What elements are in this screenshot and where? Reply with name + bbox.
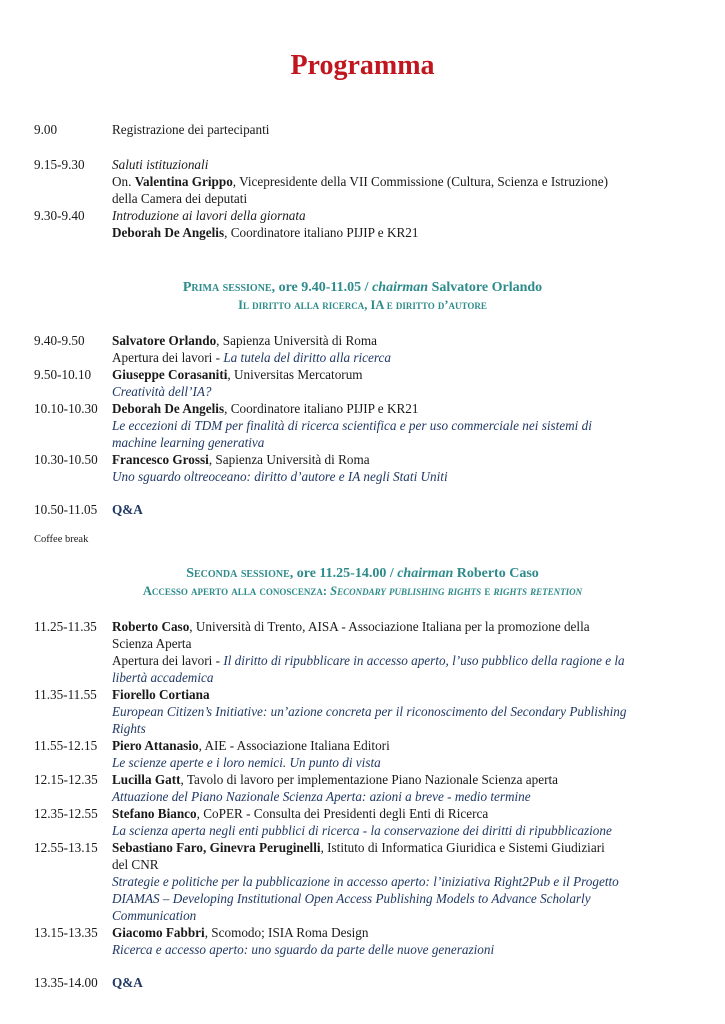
text-run: , Tavolo di lavoro per implementazione Piano Nazionale Scienza aperta bbox=[180, 772, 558, 787]
text-run: Uno sguardo oltreoceano: diritto d’autore e IA negli Stati Uniti bbox=[112, 469, 448, 484]
text-run: , CoPER - Consulta dei Presidenti degli Enti di Ricerca bbox=[196, 806, 489, 821]
schedule-body bbox=[112, 451, 694, 485]
schedule-line bbox=[112, 417, 694, 434]
text-run: Apertura dei lavori - bbox=[112, 653, 224, 668]
text-run: Le eccezioni di TDM per finalità di ricerca scientifica e per uso commerciale nei sistemi di bbox=[112, 418, 592, 433]
speaker-name: Deborah De Angelis bbox=[112, 401, 225, 416]
schedule-time: 10.30-10.50 bbox=[34, 452, 98, 467]
text-run: Strategie e politiche per la pubblicazione in accesso aperto: l’iniziativa Right2Pub e il Progetto bbox=[112, 874, 619, 889]
text-run: , Coordinatore italiano PIJIP e KR21 bbox=[224, 225, 419, 240]
text-run: machine learning generativa bbox=[112, 435, 265, 450]
schedule-time: 11.25-11.35 bbox=[34, 619, 97, 634]
speaker-name: Lucilla Gatt bbox=[112, 772, 181, 787]
text-run: On. bbox=[112, 174, 135, 189]
schedule-time: 12.15-12.35 bbox=[34, 772, 98, 787]
speaker-name: Deborah De Angelis bbox=[112, 225, 225, 240]
schedule-line bbox=[112, 224, 694, 241]
text-run: Communication bbox=[112, 908, 197, 923]
text-run: Registrazione dei partecipanti bbox=[112, 122, 270, 137]
schedule-line bbox=[112, 332, 694, 349]
schedule-line bbox=[112, 366, 694, 383]
schedule-line bbox=[112, 207, 694, 224]
text-run: Apertura dei lavori - bbox=[112, 350, 224, 365]
schedule-body bbox=[112, 332, 694, 366]
schedule-row bbox=[34, 771, 694, 805]
schedule-line bbox=[112, 805, 694, 822]
session-1-heading bbox=[0, 279, 725, 314]
text-run: del CNR bbox=[112, 857, 159, 872]
schedule-line bbox=[112, 349, 694, 366]
schedule-line bbox=[112, 652, 694, 669]
text-run: Scienza Aperta bbox=[112, 636, 192, 651]
schedule-row bbox=[34, 121, 694, 138]
text-run: , ore 11.25-14.00 / bbox=[289, 566, 398, 581]
text-run: La tutela del diritto alla ricerca bbox=[223, 350, 391, 365]
text-run: Salvatore Orlando bbox=[428, 280, 543, 295]
page-title: Programma bbox=[290, 50, 435, 81]
schedule-row bbox=[34, 400, 694, 451]
session-1-subtitle bbox=[0, 297, 725, 314]
text-run: Accesso aperto alla conoscenza: bbox=[142, 584, 331, 598]
text-run: , ore 9.40-11.05 / bbox=[271, 280, 373, 295]
text-run: Creatività dell’IA? bbox=[112, 384, 212, 399]
schedule-line bbox=[112, 703, 694, 720]
schedule-line bbox=[112, 468, 694, 485]
speaker-name: Giuseppe Corasaniti bbox=[112, 367, 228, 382]
text-run: Il diritto alla ricerca, IA e diritto d’autore bbox=[238, 298, 487, 312]
schedule-row bbox=[34, 737, 694, 771]
schedule-body bbox=[112, 618, 694, 686]
schedule-row bbox=[34, 924, 694, 958]
text-run: e bbox=[481, 584, 494, 598]
schedule-time: 9.50-10.10 bbox=[34, 367, 92, 382]
speaker-name: Salvatore Orlando bbox=[112, 333, 217, 348]
schedule-time: 10.10-10.30 bbox=[34, 401, 98, 416]
qa-row bbox=[34, 501, 694, 518]
schedule-line bbox=[112, 924, 694, 941]
text-run: , Università di Trento, AISA - Associazione Italiana per la promozione della bbox=[189, 619, 590, 634]
text-run: libertà accademica bbox=[112, 670, 214, 685]
session-1-schedule bbox=[34, 332, 694, 518]
text-run: Ricerca e accesso aperto: uno sguardo da parte delle nuove generazioni bbox=[112, 942, 495, 957]
schedule-line bbox=[112, 856, 694, 873]
schedule-time: 13.35-14.00 bbox=[34, 975, 98, 990]
schedule-body bbox=[112, 771, 694, 805]
schedule-line bbox=[112, 190, 694, 207]
schedule-time: 13.15-13.35 bbox=[34, 925, 98, 940]
schedule-line bbox=[112, 400, 694, 417]
schedule-row bbox=[34, 451, 694, 485]
text-run: Rights bbox=[112, 721, 146, 736]
schedule-body bbox=[112, 924, 694, 958]
schedule-time: 12.35-12.55 bbox=[34, 806, 98, 821]
session-2-schedule bbox=[34, 618, 694, 991]
schedule-row bbox=[34, 839, 694, 924]
text-run: Attuazione del Piano Nazionale Scienza Aperta: azioni a breve - medio termine bbox=[112, 789, 531, 804]
text-run: della Camera dei deputati bbox=[112, 191, 248, 206]
schedule-line bbox=[112, 788, 694, 805]
qa-row bbox=[34, 974, 694, 991]
schedule-body bbox=[112, 121, 694, 138]
session-2-subtitle bbox=[0, 583, 725, 600]
schedule-line bbox=[112, 686, 694, 703]
schedule-line bbox=[112, 873, 694, 890]
schedule-body bbox=[112, 207, 694, 241]
qa-label: Q&A bbox=[112, 502, 143, 517]
session-1-title bbox=[0, 279, 725, 297]
schedule-row bbox=[34, 618, 694, 686]
text-run: Roberto Caso bbox=[453, 566, 539, 581]
schedule-time: 9.30-9.40 bbox=[34, 208, 85, 223]
text-run: , Universitas Mercatorum bbox=[227, 367, 363, 382]
text-run: Seconda sessione bbox=[186, 566, 290, 581]
speaker-name: Francesco Grossi bbox=[112, 452, 209, 467]
schedule-line bbox=[112, 720, 694, 737]
schedule-body bbox=[112, 805, 694, 839]
schedule-line bbox=[112, 771, 694, 788]
schedule-body bbox=[112, 839, 694, 924]
speaker-name: Stefano Bianco bbox=[112, 806, 197, 821]
schedule-time: 11.35-11.55 bbox=[34, 687, 97, 702]
text-run: rights retention bbox=[493, 584, 583, 598]
schedule-row bbox=[34, 366, 694, 400]
text-run: La scienza aperta negli enti pubblici di ricerca - la conservazione dei diritti di ripubblicazione bbox=[112, 823, 612, 838]
schedule-line bbox=[112, 383, 694, 400]
speaker-name: Valentina Grippo bbox=[134, 174, 233, 189]
schedule-row bbox=[34, 332, 694, 366]
schedule-time: 10.50-11.05 bbox=[34, 502, 98, 517]
text-run: , Vicepresidente della VII Commissione (Cultura, Scienza e Istruzione) bbox=[232, 174, 608, 189]
schedule-line bbox=[112, 618, 694, 635]
speaker-name: Roberto Caso bbox=[112, 619, 190, 634]
text-run: , AIE - Associazione Italiana Editori bbox=[198, 738, 390, 753]
text-run: , Coordinatore italiano PIJIP e KR21 bbox=[224, 401, 419, 416]
text-run: Le scienze aperte e i loro nemici. Un punto di vista bbox=[112, 755, 381, 770]
schedule-line bbox=[112, 822, 694, 839]
session-2-heading bbox=[0, 565, 725, 600]
schedule-line bbox=[112, 754, 694, 771]
schedule-line bbox=[112, 635, 694, 652]
schedule-line bbox=[112, 173, 694, 190]
text-run: European Citizen’s Initiative: un’azione concreta per il riconoscimento del Secondary Publishing bbox=[112, 704, 627, 719]
text-run: chairman bbox=[372, 280, 429, 295]
text-run: , Sapienza Università di Roma bbox=[208, 452, 370, 467]
schedule-line bbox=[112, 451, 694, 468]
text-run: Saluti istituzionali bbox=[112, 157, 209, 172]
text-run: Il diritto di ripubblicare in accesso aperto, l’uso pubblico della ragione e la bbox=[223, 653, 625, 668]
text-run: Introduzione ai lavori della giornata bbox=[112, 208, 306, 223]
schedule-line bbox=[112, 890, 694, 907]
schedule-line bbox=[112, 669, 694, 686]
text-run: Prima sessione bbox=[182, 280, 272, 295]
speaker-name: Giacomo Fabbri bbox=[112, 925, 205, 940]
coffee-break: Coffee break bbox=[34, 534, 89, 545]
text-run: DIAMAS – Developing Institutional Open Access Publishing Models to Advance Scholarly bbox=[112, 891, 591, 906]
schedule-line bbox=[112, 839, 694, 856]
schedule-row bbox=[34, 805, 694, 839]
speaker-name: Fiorello Cortiana bbox=[112, 687, 210, 702]
schedule-time: 9.00 bbox=[34, 122, 58, 137]
qa-label: Q&A bbox=[112, 975, 143, 990]
schedule-body bbox=[112, 366, 694, 400]
schedule-row bbox=[34, 686, 694, 737]
schedule-body bbox=[112, 686, 694, 737]
session-2-title bbox=[0, 565, 725, 583]
intro-schedule bbox=[34, 121, 694, 241]
schedule-body bbox=[112, 737, 694, 771]
schedule-body bbox=[112, 156, 694, 207]
schedule-row bbox=[34, 207, 694, 241]
schedule-line bbox=[112, 737, 694, 754]
schedule-line bbox=[112, 156, 694, 173]
schedule-row bbox=[34, 156, 694, 207]
text-run: , Scomodo; ISIA Roma Design bbox=[204, 925, 369, 940]
schedule-body bbox=[112, 400, 694, 451]
text-run: chairman bbox=[397, 566, 454, 581]
schedule-time: 11.55-12.15 bbox=[34, 738, 98, 753]
speaker-name: Piero Attanasio bbox=[112, 738, 199, 753]
text-run: , Sapienza Università di Roma bbox=[216, 333, 377, 348]
text-run: Secondary publishing rights bbox=[330, 584, 482, 598]
schedule-line bbox=[112, 434, 694, 451]
schedule-time: 12.55-13.15 bbox=[34, 840, 98, 855]
text-run: , Istituto di Informatica Giuridica e Sistemi Giudiziari bbox=[320, 840, 605, 855]
schedule-time: 9.40-9.50 bbox=[34, 333, 85, 348]
schedule-time: 9.15-9.30 bbox=[34, 157, 85, 172]
schedule-line bbox=[112, 907, 694, 924]
schedule-line bbox=[112, 121, 694, 138]
schedule-line bbox=[112, 941, 694, 958]
speaker-name: Sebastiano Faro, Ginevra Peruginelli bbox=[112, 840, 321, 855]
